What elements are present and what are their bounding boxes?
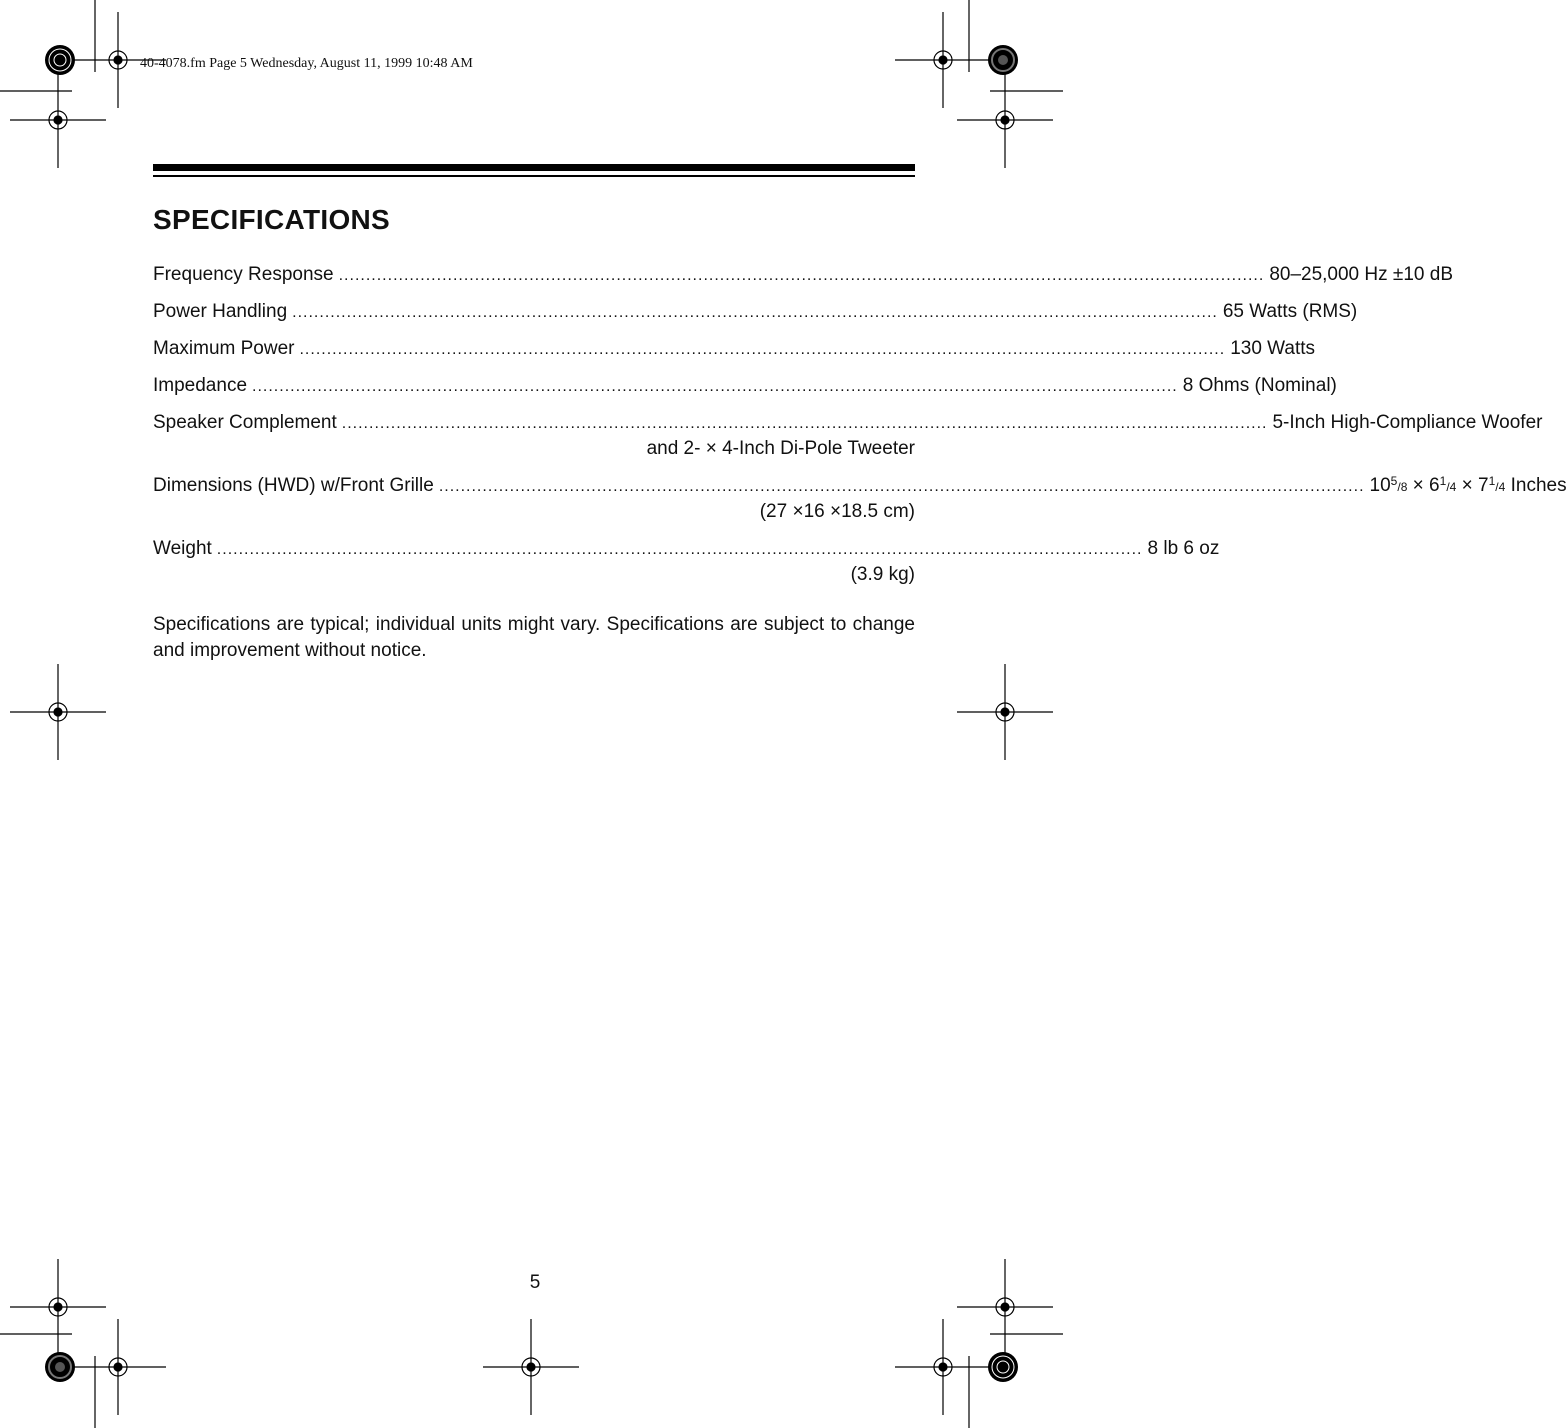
- crosshair-target-mark: [895, 1319, 991, 1415]
- spec-value-continued: (3.9 kg): [850, 564, 915, 585]
- specifications-disclaimer: Specifications are typical; individual units might vary. Specifications are subject to change and improvement without notice.: [153, 614, 915, 661]
- crosshair-target-mark: [10, 1259, 106, 1355]
- spec-value: 5-Inch High-Compliance Woofer: [1272, 412, 1543, 433]
- spec-row-frequency-response: [153, 262, 1453, 288]
- dot-leader: ..........................................................................................................................................................................: [438, 478, 1365, 495]
- starburst-mark: [988, 45, 1018, 75]
- spec-row-speaker-complement: [153, 410, 1543, 436]
- spec-row-impedance: [153, 373, 1337, 399]
- crosshair-target-mark: [957, 664, 1053, 760]
- spec-value-dimensions: $10^5/8 \times 6^1/4 \times 7^1/4$ Inches: [1369, 474, 1567, 496]
- crosshair-target-mark: [10, 72, 106, 168]
- spec-row-dimensions: [153, 473, 1567, 499]
- spec-value-continued: and 2- × 4-Inch Di-Pole Tweeter: [646, 438, 915, 459]
- crosshair-target-mark: [957, 72, 1053, 168]
- spec-row-weight: [153, 536, 1220, 562]
- spec-label: Speaker Complement: [153, 412, 337, 433]
- spec-row-power-handling: [153, 299, 1358, 325]
- crosshair-target-mark: [10, 664, 106, 760]
- spec-value-continued: (27 ×16 ×18.5 cm): [759, 501, 915, 522]
- dot-leader: ..........................................................................................................................................................................: [299, 341, 1226, 358]
- spec-label: Frequency Response: [153, 264, 334, 285]
- crosshair-target-mark: [70, 1319, 166, 1415]
- crosshair-target-mark: [957, 1259, 1053, 1355]
- spec-label: Power Handling: [153, 301, 288, 322]
- spec-value: 80–25,000 Hz ±10 dB: [1269, 264, 1453, 285]
- crosshair-target-mark: [895, 12, 991, 108]
- spec-value: 130 Watts: [1230, 338, 1316, 359]
- page-number: 5: [529, 1272, 541, 1293]
- spec-label: Weight: [153, 538, 212, 559]
- starburst-mark: [45, 1352, 75, 1382]
- file-header-note: 40-4078.fm Page 5 Wednesday, August 11, 1999 10:48 AM: [140, 56, 473, 71]
- spec-value: 8 lb 6 oz: [1147, 538, 1220, 559]
- dot-leader: ..........................................................................................................................................................................: [341, 415, 1268, 432]
- spec-label: Maximum Power: [153, 338, 295, 359]
- spec-label: Impedance: [153, 375, 248, 396]
- spec-row-maximum-power: [153, 336, 1316, 362]
- crosshair-target-mark: [483, 1319, 579, 1415]
- starburst-mark: [45, 45, 75, 75]
- top-rule-thick: [153, 164, 915, 171]
- page-title: SPECIFICATIONS: [153, 204, 391, 235]
- dot-leader: ..........................................................................................................................................................................: [292, 304, 1218, 321]
- spec-value: 8 Ohms (Nominal): [1182, 375, 1337, 396]
- dot-leader: ..........................................................................................................................................................................: [252, 378, 1178, 395]
- spec-label: Dimensions (HWD) w/Front Grille: [153, 475, 434, 496]
- dot-leader: ..........................................................................................................................................................................: [338, 267, 1265, 284]
- spec-value: 65 Watts (RMS): [1222, 301, 1358, 322]
- dot-leader: ..........................................................................................................................................................................: [216, 541, 1143, 558]
- top-rule-thin: [153, 175, 915, 177]
- specifications-list: [153, 262, 1567, 588]
- starburst-mark: [988, 1352, 1018, 1382]
